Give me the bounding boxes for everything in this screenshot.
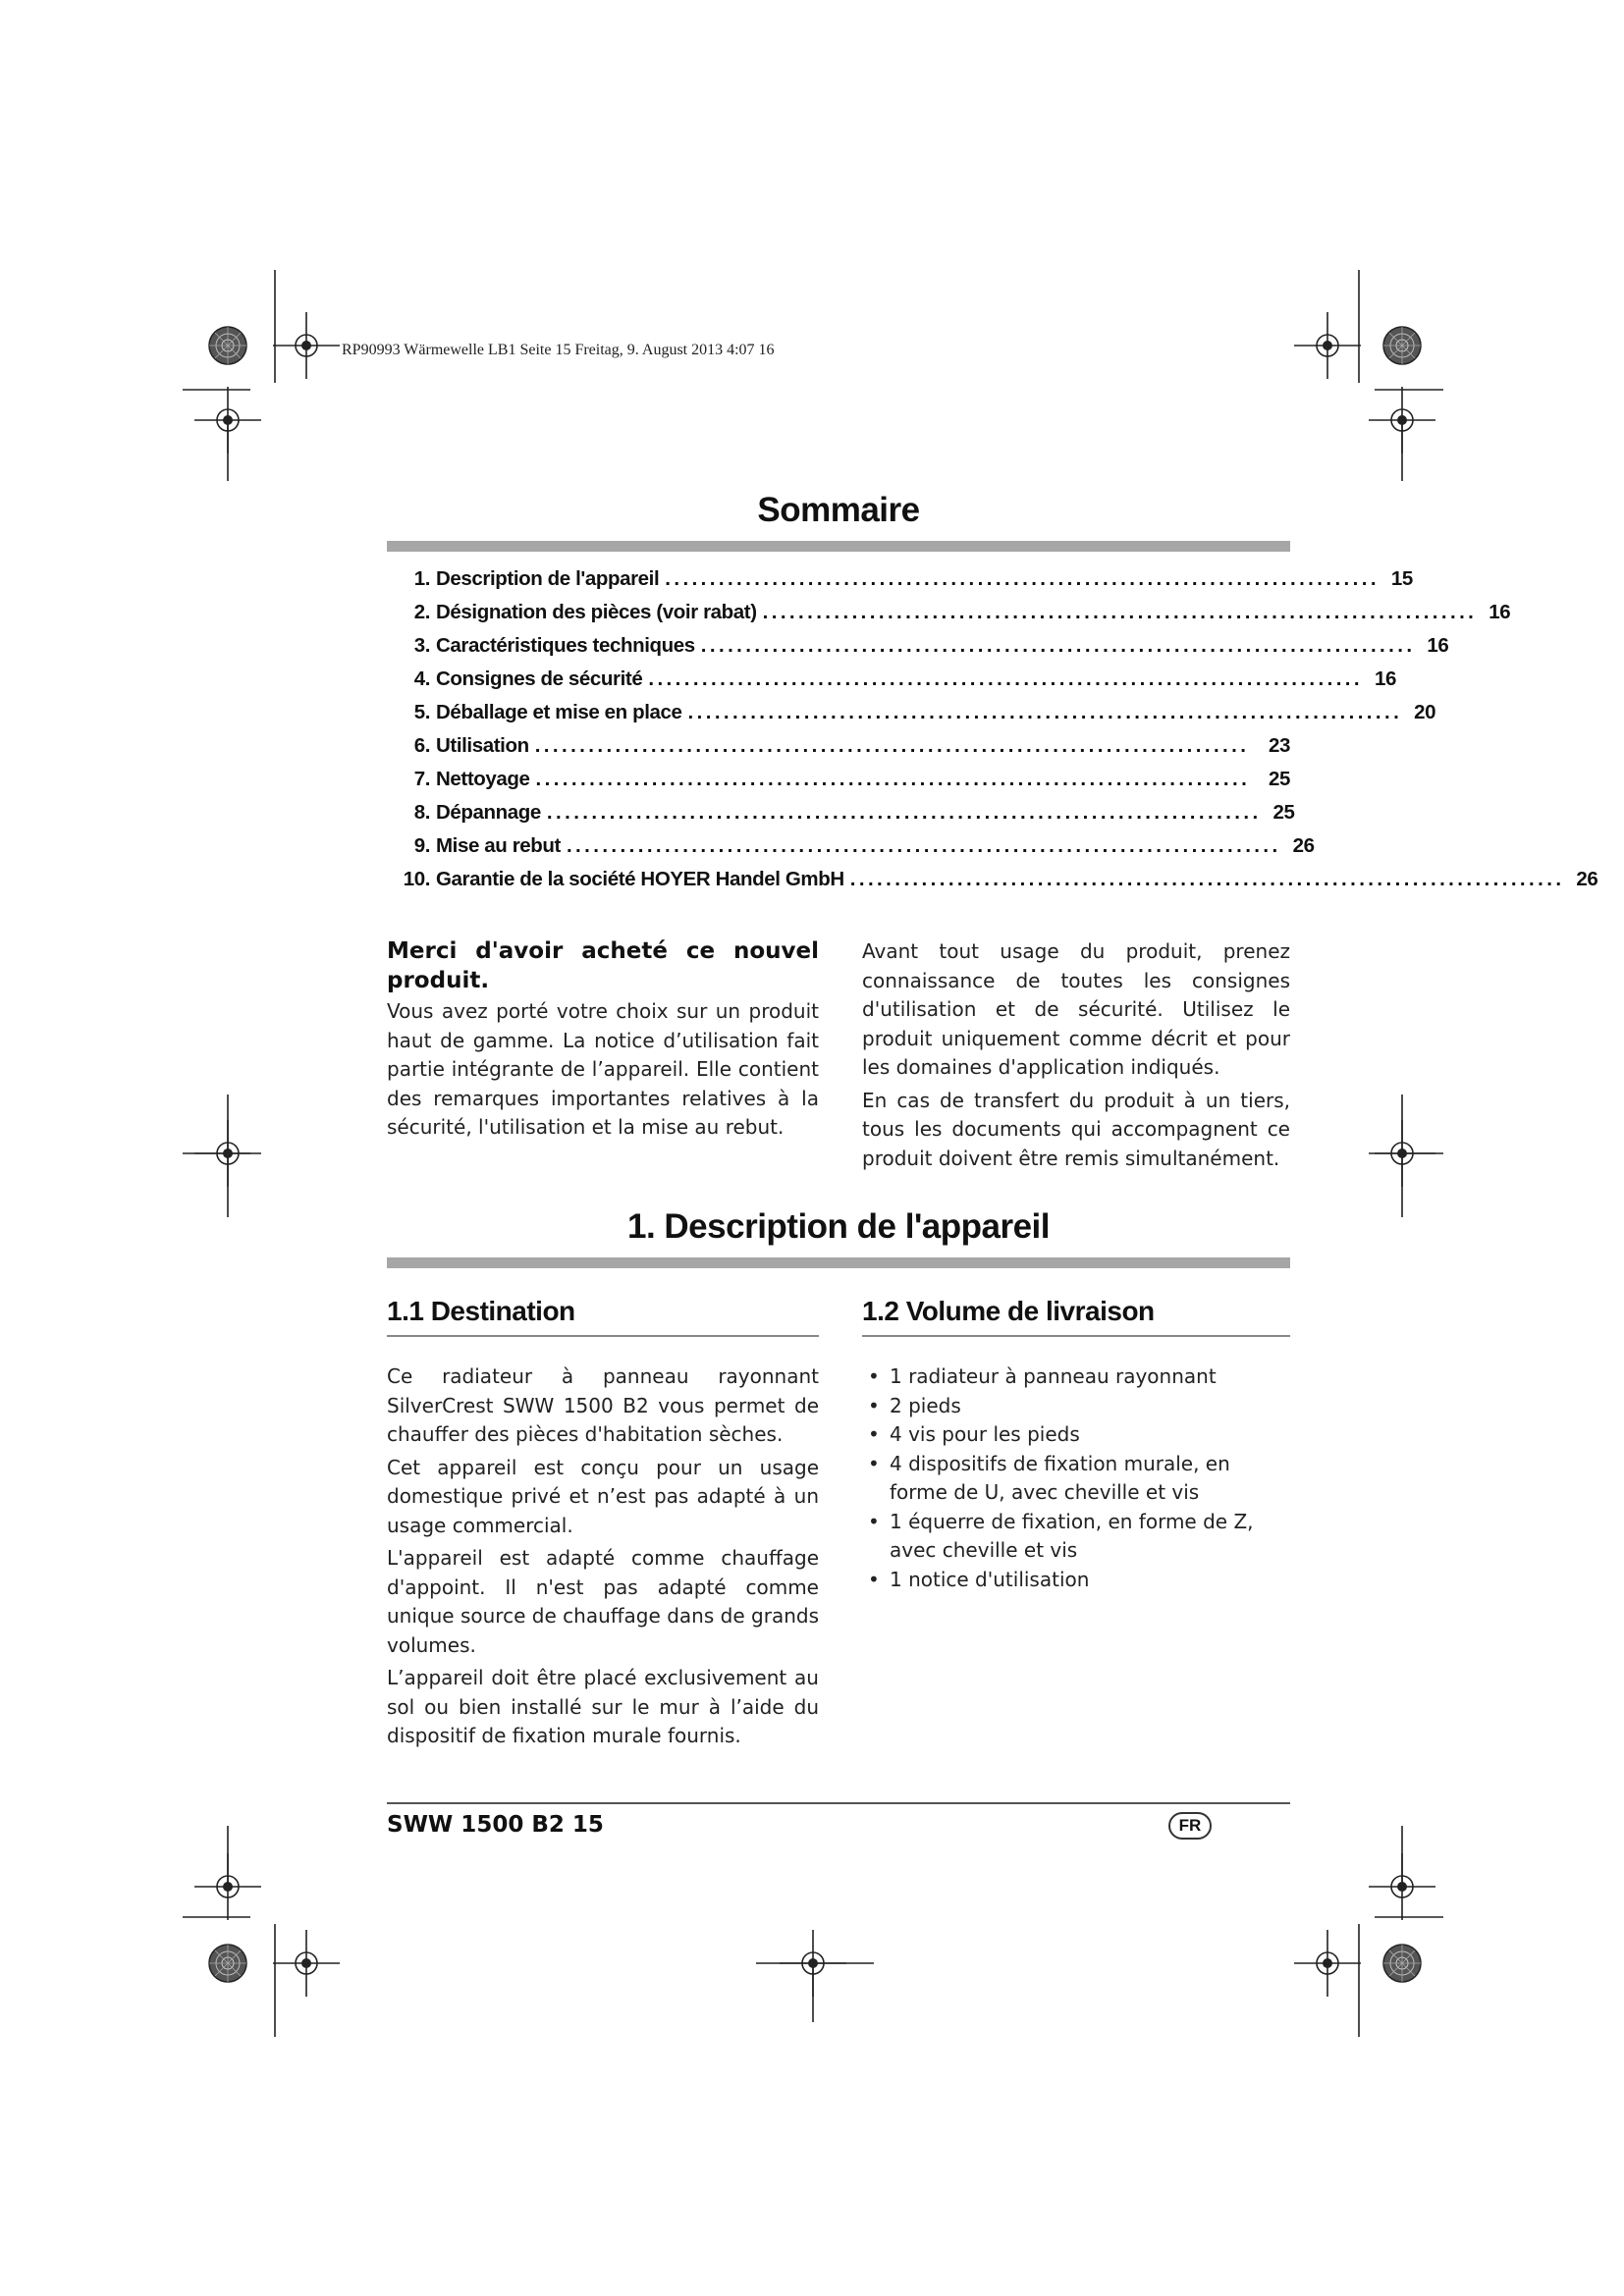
toc-entry-page: 20 <box>1414 701 1436 723</box>
toc-entry-page: 16 <box>1374 667 1396 690</box>
toc-entry-number: 2. <box>413 601 430 623</box>
list-item: • 1 équerre de fixation, en forme de Z, avec cheville et vis <box>866 1508 1290 1566</box>
toc-title-rule <box>387 541 1290 552</box>
intro-heading: Merci d'avoir acheté ce nouvel produit. <box>387 938 819 993</box>
toc-entry-label: Désignation des pièces (voir rabat) <box>436 601 757 623</box>
toc-entry-label: Utilisation <box>436 734 529 757</box>
toc-entry-label: Caractéristiques techniques <box>436 634 695 657</box>
toc-entry-label: Nettoyage <box>436 768 530 790</box>
toc-entry-page: 16 <box>1427 634 1449 657</box>
toc-entry-number: 5. <box>413 701 430 723</box>
list-item: • 4 vis pour les pieds <box>866 1420 1290 1450</box>
intro-left-text: Vous avez porté votre choix sur un produit haut de gamme. La notice d’utilisation fait partie intégrante de l’appareil. Elle contient des remarques importantes relatives à la sécurité, l'utilisation et la mise au rebut. <box>387 999 819 1139</box>
destination-paragraph: Cet appareil est conçu pour un usage domestique privé et n’est pas adapté à un usage commercial. <box>387 1455 819 1537</box>
intro-right-column <box>862 937 1290 1177</box>
list-item: • 4 dispositifs de fixation murale, en forme de U, avec cheville et vis <box>866 1450 1290 1508</box>
toc-dot-leader: ................................................................................ <box>534 734 1250 757</box>
language-badge: FR <box>1168 1812 1212 1840</box>
toc-entry-number: 3. <box>413 634 430 657</box>
toc-entry[interactable] <box>387 601 1511 634</box>
toc-entry-number: 4. <box>413 667 430 690</box>
intro-left-column <box>387 936 819 1147</box>
destination-paragraph: L'appareil est adapté comme chauffage d'appoint. Il n'est pas adapté comme unique source de chauffage dans de grands volumes. <box>387 1546 819 1657</box>
list-item: • 1 radiateur à panneau rayonnant <box>866 1362 1290 1392</box>
destination-heading: 1.1 Destination <box>387 1296 819 1337</box>
delivery-items-list <box>866 1362 1290 1594</box>
toc-entry-page: 26 <box>1292 834 1315 857</box>
toc-entry-number: 1. <box>413 567 430 590</box>
list-item: • 2 pieds <box>866 1392 1290 1421</box>
destination-paragraph: Ce radiateur à panneau rayonnant SilverCrest SWW 1500 B2 vous permet de chauffer des pièces d'habitation sèches. <box>387 1364 819 1446</box>
toc-entry-number: 9. <box>413 834 430 857</box>
toc-entry[interactable] <box>387 801 1295 834</box>
toc-entry-page: 15 <box>1390 567 1413 590</box>
toc-entry-number: 7. <box>413 768 430 790</box>
toc-entry-label: Consignes de sécurité <box>436 667 643 690</box>
toc-dot-leader: ................................................................................ <box>566 834 1281 857</box>
toc-entry-label: Dépannage <box>436 801 541 824</box>
destination-text <box>387 1362 819 1755</box>
toc-dot-leader: ................................................................................ <box>546 801 1262 824</box>
volume-heading: 1.2 Volume de livraison <box>862 1296 1290 1337</box>
toc-dot-leader: ................................................................................ <box>762 601 1478 623</box>
toc-entry-label: Déballage et mise en place <box>436 701 682 723</box>
toc-entry-number: 6. <box>413 734 430 757</box>
list-item: • 1 notice d'utilisation <box>866 1566 1290 1595</box>
toc-entry[interactable] <box>387 667 1396 701</box>
section-1-title-rule <box>387 1257 1290 1268</box>
toc-entry-number: 8. <box>413 801 430 824</box>
toc-entry-number: 10. <box>403 868 430 890</box>
intro-right-paragraph-1: Avant tout usage du produit, prenez connaissance de toutes les consignes d'utilisation et de sécurité. Utilisez le produit uniquement comme décrit et pour les domaines d'application indiqués. <box>862 939 1290 1079</box>
toc-entry[interactable] <box>387 768 1290 801</box>
volume-list-container <box>866 1362 1290 1594</box>
toc-dot-leader: ................................................................................ <box>687 701 1403 723</box>
table-of-contents <box>387 567 1598 901</box>
toc-entry-label: Mise au rebut <box>436 834 561 857</box>
toc-entry-page: 25 <box>1272 801 1295 824</box>
toc-dot-leader: ................................................................................ <box>665 567 1380 590</box>
footer-model-page: SWW 1500 B2 15 <box>387 1812 604 1838</box>
toc-entry-page: 16 <box>1489 601 1511 623</box>
toc-entry[interactable] <box>387 734 1290 768</box>
toc-entry-page: 23 <box>1268 734 1290 757</box>
toc-entry-label: Garantie de la société HOYER Handel GmbH <box>436 868 844 890</box>
toc-entry[interactable] <box>387 834 1315 868</box>
toc-entry-page: 26 <box>1576 868 1598 890</box>
toc-entry[interactable] <box>387 634 1449 667</box>
toc-dot-leader: ................................................................................ <box>849 868 1565 890</box>
toc-dot-leader: ................................................................................ <box>700 634 1416 657</box>
toc-dot-leader: ................................................................................ <box>648 667 1363 690</box>
destination-paragraph: L’appareil doit être placé exclusivement au sol ou bien installé sur le mur à l’aide du dispositif de fixation murale fournis. <box>387 1666 819 1747</box>
toc-title: Sommaire <box>757 491 920 529</box>
section-1-title: 1. Description de l'appareil <box>626 1207 1050 1246</box>
footer-rule <box>387 1802 1290 1804</box>
toc-entry[interactable] <box>387 567 1413 601</box>
toc-entry-page: 25 <box>1268 768 1290 790</box>
print-info-line: RP90993 Wärmewelle LB1 Seite 15 Freitag, 9. August 2013 4:07 16 <box>342 342 775 358</box>
intro-right-paragraph-2: En cas de transfert du produit à un tiers, tous les documents qui accompagnent ce produit doivent être remis simultanément. <box>862 1088 1290 1170</box>
toc-entry[interactable] <box>387 868 1598 901</box>
toc-entry-label: Description de l'appareil <box>436 567 660 590</box>
toc-entry[interactable] <box>387 701 1436 734</box>
toc-dot-leader: ................................................................................ <box>535 768 1251 790</box>
